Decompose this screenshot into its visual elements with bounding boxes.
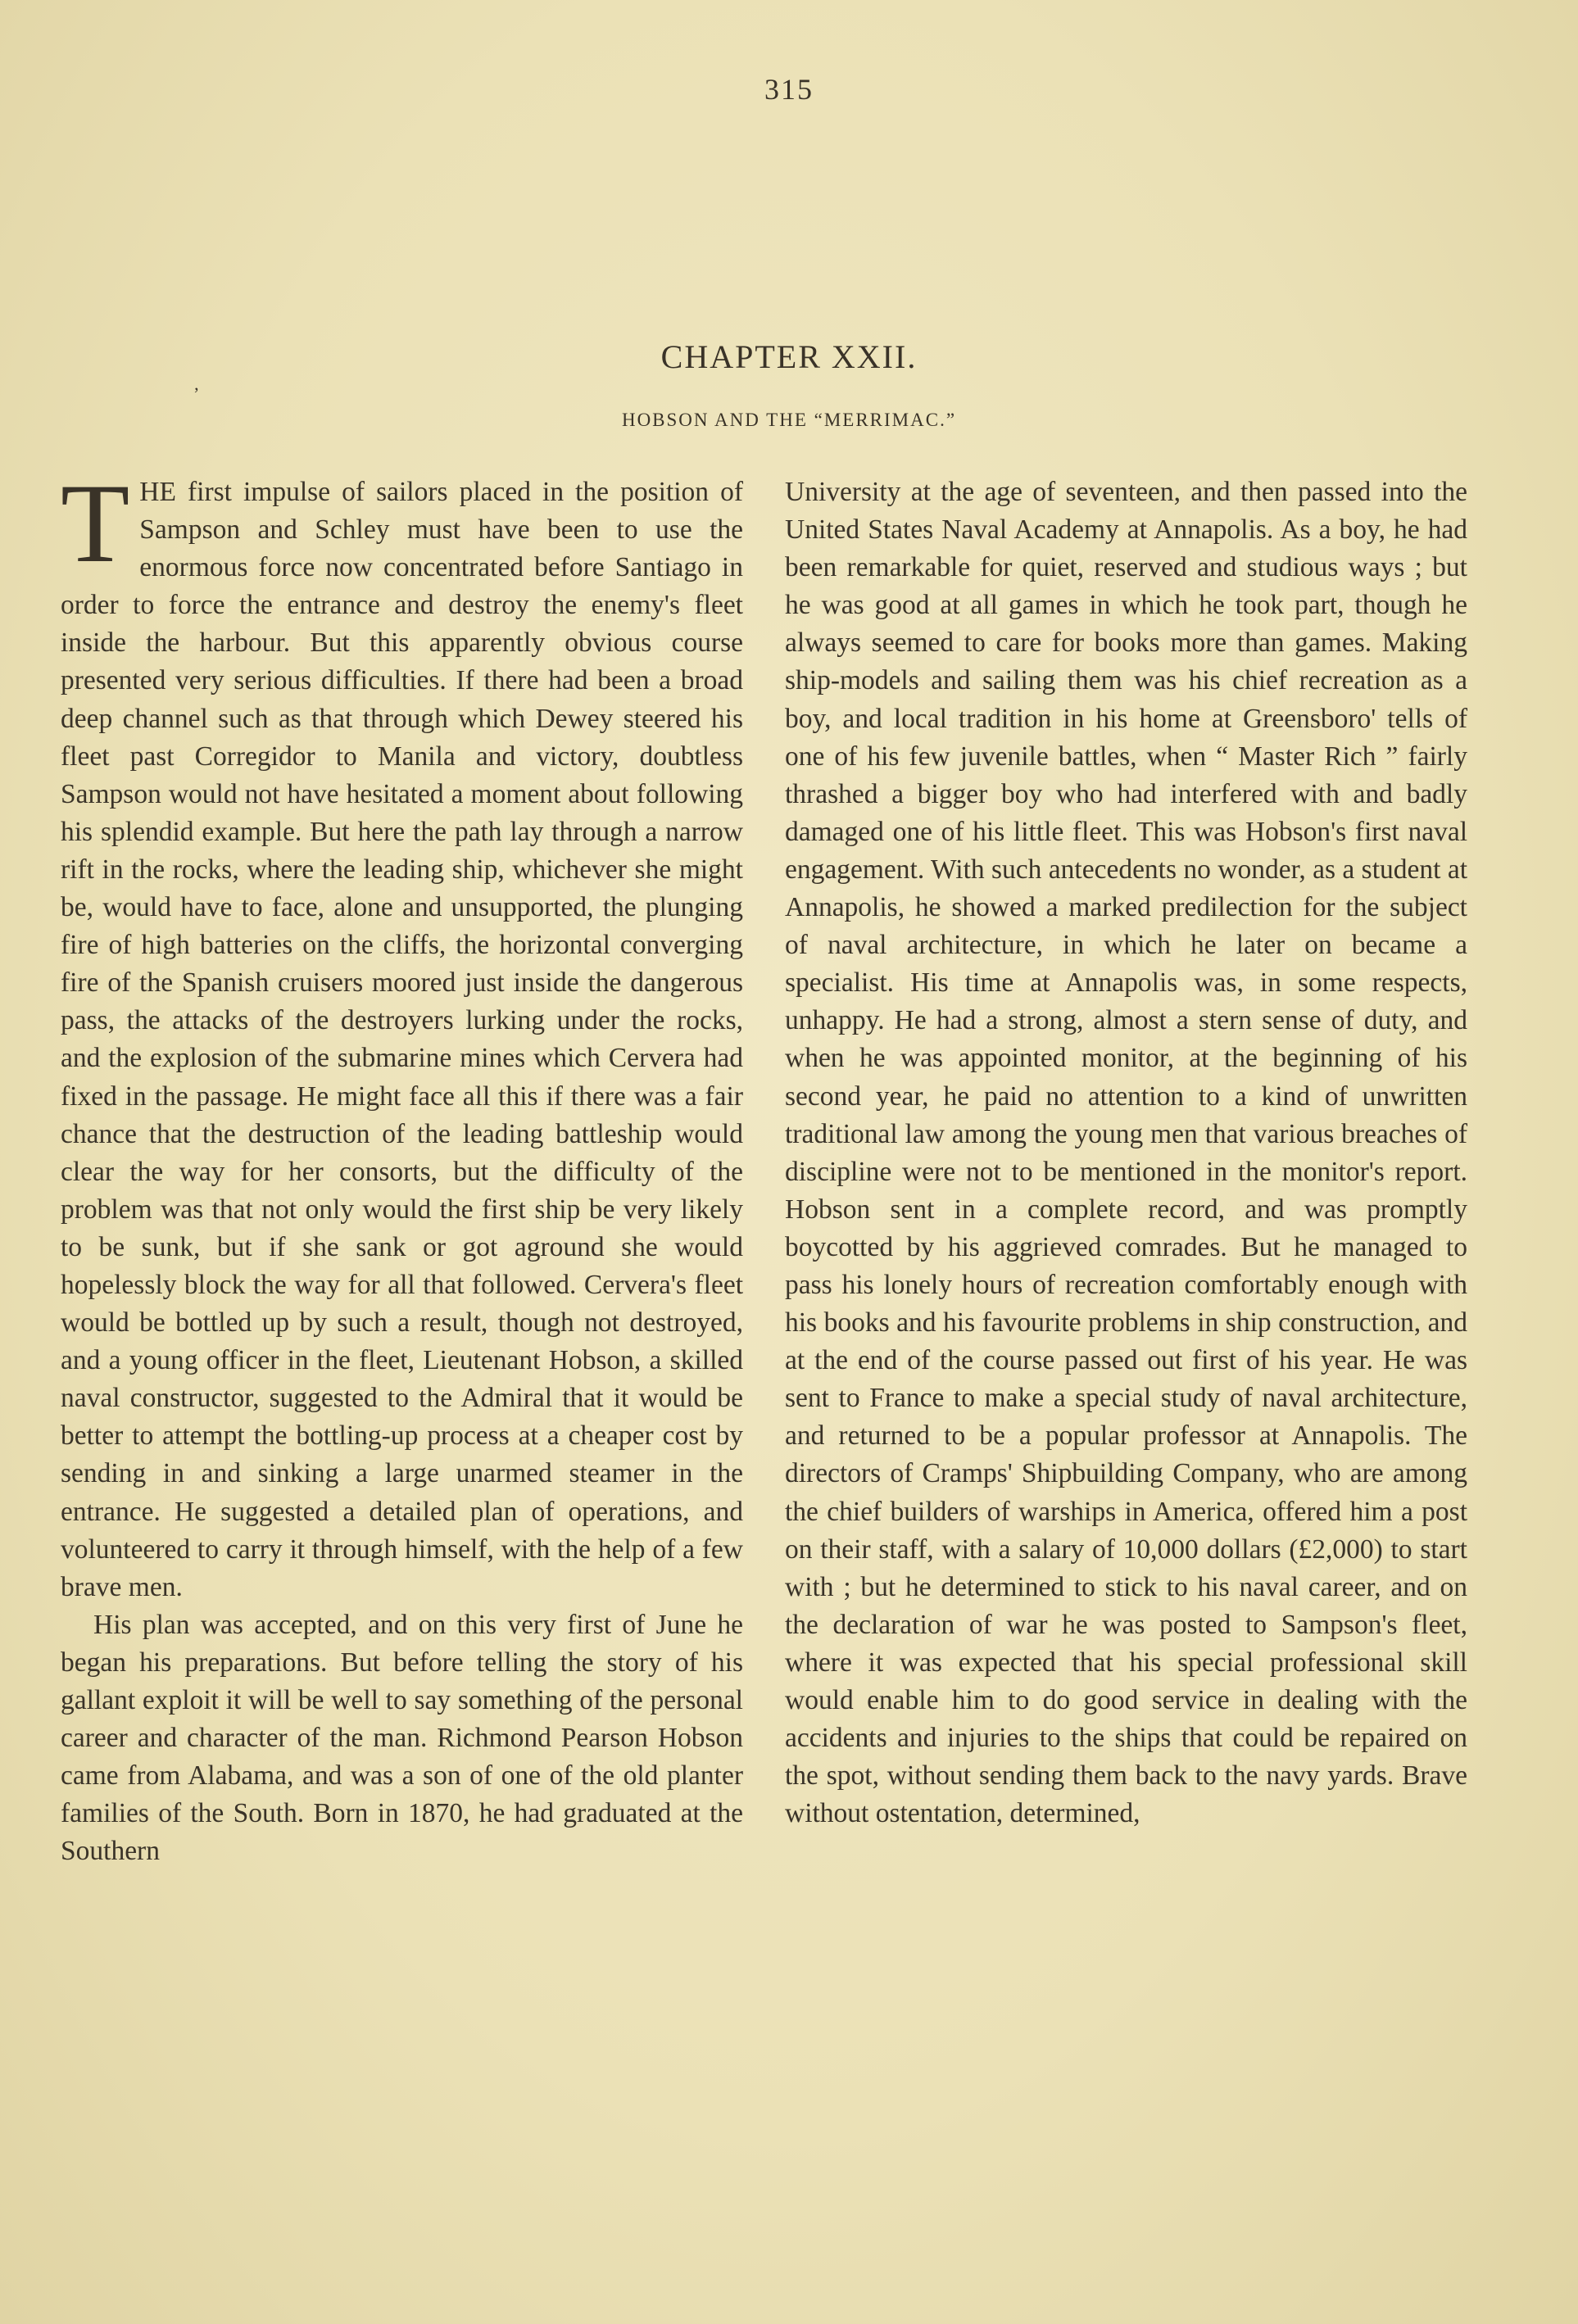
stray-ink-mark: ’ xyxy=(193,383,200,404)
page-number: 315 xyxy=(764,73,814,106)
paragraph-opening xyxy=(61,460,743,1606)
right-column xyxy=(785,473,1467,1832)
chapter-subtitle: HOBSON AND THE “MERRIMAC.” xyxy=(621,410,957,430)
drop-cap: T xyxy=(61,460,130,586)
chapter-title: CHAPTER XXII. xyxy=(660,338,918,375)
left-column xyxy=(61,460,743,1870)
paragraph-text: His plan was accepted, and on this very first of June he began his preparations. But before telling the story of his gallant exploit it will be well to say something of the personal career and character of the man. Richmond Pearson Hobson came from Alabama, and was a son of one of the old planter families of the South. Born in 1870, he had graduated at the Southern xyxy=(61,1609,743,1867)
paragraph-text: HE first impulse of sailors placed in the position of Sampson and Schley must have been to use the enormous force now concentrated before Santiago in order to force the entrance and destroy the enemy's fleet inside the harbour. But this apparently obvious course presented very serious difficulties. If there had been a broad deep channel such as that through which Dewey steered his fleet past Corregidor to Manila and victory, doubtless Sampson would not have hesitated a moment about following his splendid example. But here the path lay through a narrow rift in the rocks, where the leading ship, whichever she might be, would have to face, alone and unsupported, the plunging fire of high batteries on the cliffs, the horizontal converging fire of the Spanish cruisers moored just inside the dangerous pass, the attacks of the destroyers lurking under the rocks, and the explosion of the submarine mines which Cervera had fixed in the passage. He might face all this if there was a fair chance that the destruction of the leading battleship would clear the way for her consorts, but the difficulty of the problem was that not only would the first ship be very likely to be sunk, but if she sank or got aground she would hopelessly block the way for all that followed. Cervera's fleet would be bottled up by such a result, though not destroyed, and a young officer in the fleet, Lieutenant Hobson, a skilled naval constructor, suggested to the Admiral that it would be better to attempt the bottling-up process at a cheaper cost by sending in and sinking a large unarmed steamer in the entrance. He suggested a detailed plan of operations, and volunteered to carry it through himself, with the help of a few brave men. xyxy=(61,477,743,1602)
paragraph-text: University at the age of seventeen, and then passed into the United States Naval Academy at Annapolis. As a boy, he had been remarkable for quiet, reserved and studious ways ; but he was good at all games in which he took part, though he always seemed to care for books more than games. Making ship-models and sailing them was his chief recreation as a boy, and local tradition in his home at Greensboro' tells of one of his few juvenile battles, when “ Master Rich ” fairly thrashed a bigger boy who had interfered with and badly damaged one of his little fleet. This was Hobson's first naval engagement. With such antecedents no wonder, as a student at Annapolis, he showed a marked predilection for the subject of naval architecture, in which he later on became a specialist. His time at Annapolis was, in some respects, unhappy. He had a strong, almost a stern sense of duty, and when he was appointed monitor, at the beginning of his second year, he paid no attention to a kind of unwritten traditional law among the young men that various breaches of discipline were not to be mentioned in the monitor's report. Hobson sent in a complete record, and was promptly boycotted by his aggrieved comrades. But he managed to pass his lonely hours of recreation comfortably enough with his books and his favourite problems in ship construction, and at the end of the course passed out first of his year. He was sent to France to make a special study of naval architecture, and returned to be a popular professor at Annapolis. The directors of Cramps' Shipbuilding Company, who are among the chief builders of warships in America, offered him a post on their staff, with a salary of 10,000 dollars (£2,000) to start with ; but he determined to stick to his naval career, and on the declaration of war he was posted to Sampson's fleet, where it was expected that his special professional skill would enable him to do good service in dealing with the accidents and injuries to the ships that could be repaired on the spot, without sending them back to the navy yards. Brave without ostentation, determined, xyxy=(785,477,1468,1829)
